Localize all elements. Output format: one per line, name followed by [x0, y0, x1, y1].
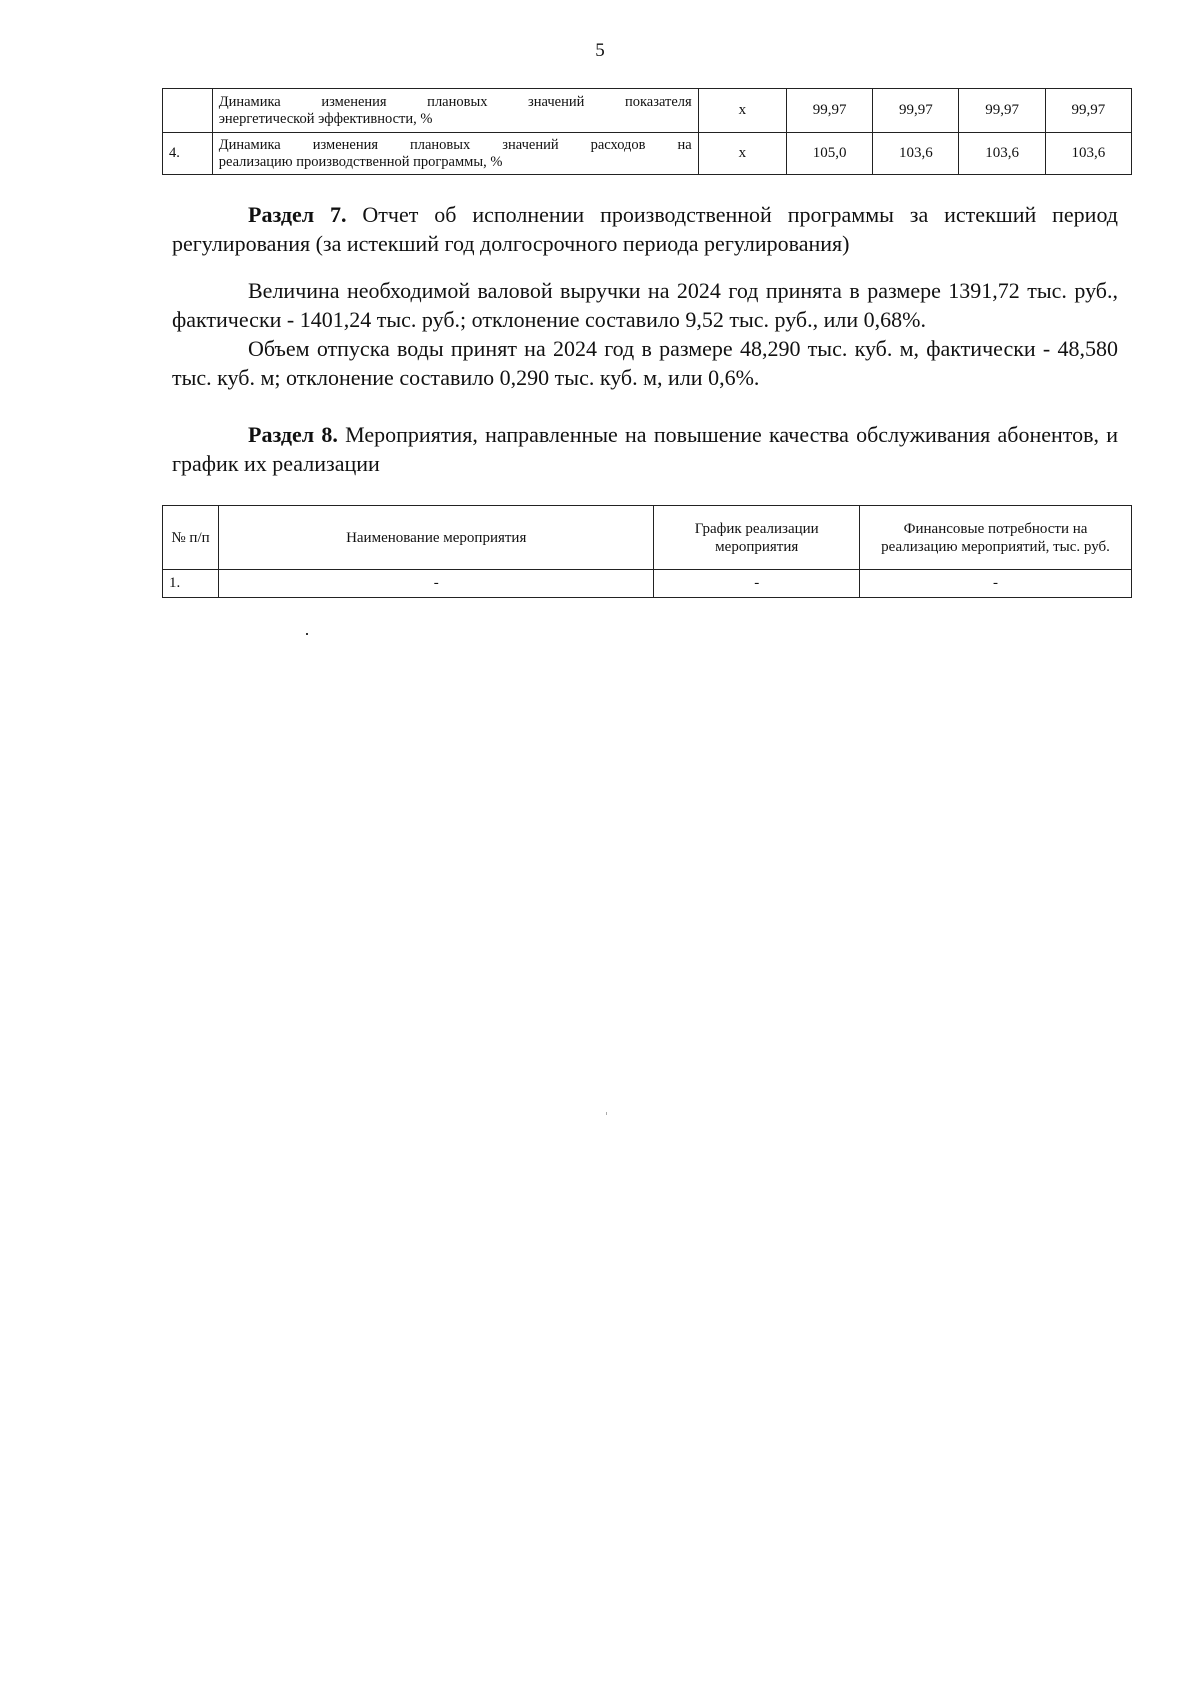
- value-cell: 105,0: [786, 133, 872, 175]
- indicator-name-line2: реализацию производственной программы, %: [218, 153, 503, 170]
- header-measure-name: Наименование мероприятия: [219, 506, 654, 570]
- row-number: [163, 89, 213, 133]
- base-value-cell: х: [698, 133, 786, 175]
- value-cell: 103,6: [873, 133, 959, 175]
- revenue-paragraph: Величина необходимой валовой выручки на 2024 год принята в размере 1391,72 тыс. руб., фактически - 1401,24 тыс. руб.; отклонение составило 9,52 тыс. руб., или 0,68%.: [172, 278, 1118, 332]
- value-cell: 99,97: [786, 89, 872, 133]
- base-value-cell: х: [698, 89, 786, 133]
- indicator-name-line1: Динамика изменения плановых значений расходов на: [218, 136, 692, 153]
- row-number: 4.: [163, 133, 213, 175]
- value-cell: 99,97: [1045, 89, 1131, 133]
- measures-table: [162, 505, 1132, 598]
- section-8-label: Раздел 8.: [248, 422, 338, 447]
- table-row: [163, 133, 1132, 175]
- table-header-row: [163, 506, 1132, 570]
- section-8-heading: [172, 420, 1118, 478]
- section-8-title: Мероприятия, направленные на повышение качества обслуживания абонентов, и график их реализации: [172, 422, 1119, 476]
- value-cell: 99,97: [873, 89, 959, 133]
- row-number: 1.: [163, 570, 219, 598]
- scan-speck: [606, 1112, 607, 1115]
- section-7-label: Раздел 7.: [248, 202, 347, 227]
- finance-cell: -: [860, 570, 1132, 598]
- water-volume-paragraph: Объем отпуска воды принят на 2024 год в размере 48,290 тыс. куб. м, фактически - 48,580 тыс. куб. м; отклонение составило 0,290 тыс. куб. м, или 0,6%.: [172, 336, 1118, 390]
- value-cell: 103,6: [959, 133, 1045, 175]
- indicator-name-line2: энергетической эффективности, %: [218, 110, 433, 127]
- section-7-title: Отчет об исполнении производственной программы за истекший период регулирования (за истекший год долгосрочного периода регулирования): [172, 202, 1118, 256]
- scan-speck: [306, 633, 308, 635]
- measure-name-cell: -: [219, 570, 654, 598]
- table-row: [163, 89, 1132, 133]
- indicators-table: [162, 88, 1132, 175]
- section-7-heading: [172, 200, 1118, 258]
- table-row: [163, 570, 1132, 598]
- indicator-name: [212, 133, 698, 175]
- indicator-name: [212, 89, 698, 133]
- value-cell: 103,6: [1045, 133, 1131, 175]
- header-schedule: График реализации мероприятия: [654, 506, 860, 570]
- header-finance: Финансовые потребности на реализацию мероприятий, тыс. руб.: [860, 506, 1132, 570]
- page-number: 5: [595, 40, 605, 61]
- schedule-cell: -: [654, 570, 860, 598]
- indicator-name-line1: Динамика изменения плановых значений показателя: [218, 93, 692, 110]
- value-cell: 99,97: [959, 89, 1045, 133]
- header-number: № п/п: [163, 506, 219, 570]
